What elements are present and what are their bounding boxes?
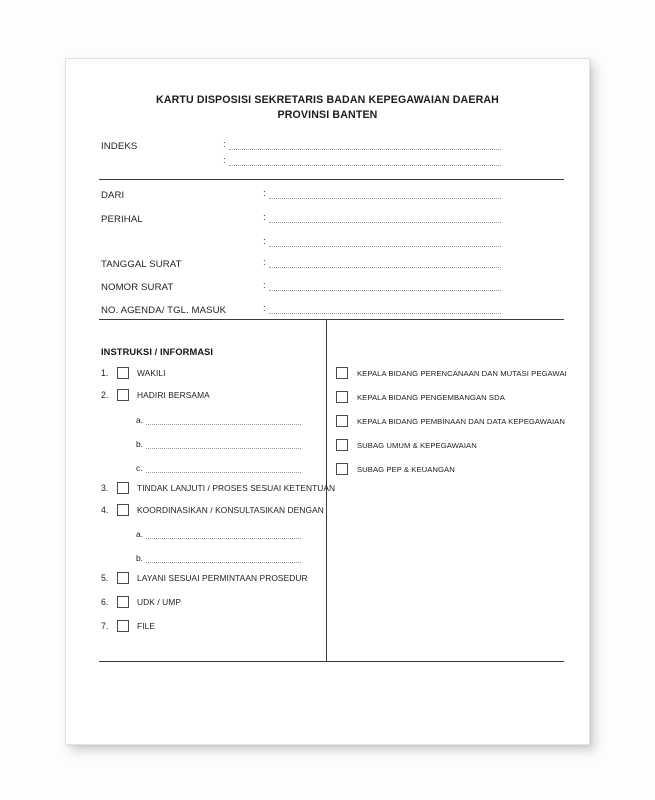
field-label-nomor-surat: NOMOR SURAT bbox=[101, 282, 174, 293]
instruksi-item-5-label: LAYANI SESUAI PERMINTAAN PROSEDUR bbox=[137, 573, 308, 583]
instruksi-item-1[interactable] bbox=[101, 366, 166, 380]
instruksi-item-2-subline-a[interactable] bbox=[136, 415, 301, 425]
instruksi-item-3-number: 3. bbox=[101, 483, 109, 493]
colon-tanggal-surat: : bbox=[263, 257, 266, 268]
instruksi-item-2-subline-b[interactable] bbox=[136, 439, 301, 449]
indeks-dots-1 bbox=[229, 142, 501, 150]
colon-nomor-surat: : bbox=[263, 280, 266, 291]
instruksi-item-4-number: 4. bbox=[101, 505, 109, 515]
instruksi-item-6-label: UDK / UMP bbox=[137, 597, 181, 607]
recipient-5-checkbox[interactable] bbox=[336, 463, 348, 475]
instruksi-item-7[interactable] bbox=[101, 619, 155, 633]
instruksi-item-5-checkbox[interactable] bbox=[117, 572, 129, 584]
field-label-tanggal-surat: TANGGAL SURAT bbox=[101, 259, 182, 270]
divider-above-instruksi bbox=[99, 319, 564, 320]
recipient-3-checkbox[interactable] bbox=[336, 415, 348, 427]
title-line-1: KARTU DISPOSISI SEKRETARIS BADAN KEPEGAWAIAN DAERAH bbox=[156, 94, 499, 106]
instruksi-item-5[interactable] bbox=[101, 571, 308, 585]
divider-bottom bbox=[99, 661, 564, 662]
colon-no-agenda: : bbox=[263, 303, 266, 314]
title-line-2: PROVINSI BANTEN bbox=[277, 108, 378, 121]
subline-a-dots bbox=[146, 418, 301, 425]
field-line-dari[interactable] bbox=[263, 188, 501, 199]
subline-b-letter: b. bbox=[136, 439, 143, 449]
instruksi-item-7-label: FILE bbox=[137, 621, 156, 631]
field-line-nomor-surat[interactable] bbox=[263, 280, 501, 291]
recipient-3-label: KEPALA BIDANG PEMBINAAN DAN DATA KEPEGAWAIAN bbox=[357, 416, 565, 426]
colon-dari: : bbox=[263, 188, 266, 199]
subline4-b-dots bbox=[146, 556, 301, 563]
dots-dari bbox=[269, 191, 501, 199]
colon-perihal-continued: : bbox=[263, 236, 266, 247]
instruksi-item-2[interactable] bbox=[101, 388, 210, 402]
instruksi-item-1-number: 1. bbox=[101, 368, 109, 378]
indeks-colon-1: : bbox=[223, 139, 226, 150]
instruksi-item-2-subline-c[interactable] bbox=[136, 463, 301, 473]
instruksi-item-7-checkbox[interactable] bbox=[117, 620, 129, 632]
instruksi-item-2-label: HADIRI BERSAMA bbox=[137, 390, 210, 400]
subline-c-letter: c. bbox=[136, 463, 143, 473]
recipient-2-checkbox[interactable] bbox=[336, 391, 348, 403]
recipient-row-3[interactable] bbox=[336, 414, 565, 428]
indeks-line-1[interactable] bbox=[223, 139, 501, 150]
recipient-4-label: SUBAG UMUM & KEPEGAWAIAN bbox=[357, 440, 477, 450]
instruksi-item-4-subline-a[interactable] bbox=[136, 529, 301, 539]
instruksi-item-4-subline-b[interactable] bbox=[136, 553, 301, 563]
instruksi-item-3-checkbox[interactable] bbox=[117, 482, 129, 494]
subline-c-dots bbox=[146, 466, 301, 473]
field-line-tanggal-surat[interactable] bbox=[263, 257, 501, 268]
instruksi-item-4[interactable] bbox=[101, 503, 324, 517]
dots-tanggal-surat bbox=[269, 260, 501, 268]
instruksi-item-2-number: 2. bbox=[101, 390, 109, 400]
subline-b-dots bbox=[146, 442, 301, 449]
field-line-perihal[interactable] bbox=[263, 212, 501, 223]
instruksi-item-6[interactable] bbox=[101, 595, 181, 609]
field-line-no-agenda[interactable] bbox=[263, 303, 501, 314]
recipient-2-label: KEPALA BIDANG PENGEMBANGAN SDA bbox=[357, 392, 505, 402]
instruksi-item-6-number: 6. bbox=[101, 597, 109, 607]
document-sheet bbox=[65, 58, 590, 745]
dots-perihal bbox=[269, 215, 501, 223]
indeks-dots-2 bbox=[229, 158, 501, 166]
dots-nomor-surat bbox=[269, 283, 501, 291]
recipient-1-label: KEPALA BIDANG PERENCANAAN DAN MUTASI PEGAWAI bbox=[357, 368, 567, 378]
recipient-row-4[interactable] bbox=[336, 438, 477, 452]
recipient-1-checkbox[interactable] bbox=[336, 367, 348, 379]
recipient-row-2[interactable] bbox=[336, 390, 505, 404]
instruksi-item-3-label: TINDAK LANJUTI / PROSES SESUAI KETENTUAN bbox=[137, 483, 336, 493]
dots-perihal-continued bbox=[269, 239, 501, 247]
recipient-4-checkbox[interactable] bbox=[336, 439, 348, 451]
recipient-5-label: SUBAG PEP & KEUANGAN bbox=[357, 464, 455, 474]
colon-perihal: : bbox=[263, 212, 266, 223]
field-label-indeks: INDEKS bbox=[101, 141, 138, 152]
instruksi-item-1-checkbox[interactable] bbox=[117, 367, 129, 379]
recipient-row-5[interactable] bbox=[336, 462, 455, 476]
instruksi-item-3[interactable] bbox=[101, 481, 335, 495]
instruksi-item-4-checkbox[interactable] bbox=[117, 504, 129, 516]
indeks-line-2[interactable] bbox=[223, 155, 501, 166]
field-label-perihal: PERIHAL bbox=[101, 214, 143, 225]
instruksi-item-4-label: KOORDINASIKAN / KONSULTASIKAN DENGAN bbox=[137, 505, 324, 515]
instruksi-item-2-checkbox[interactable] bbox=[117, 389, 129, 401]
field-line-perihal-continued[interactable] bbox=[263, 236, 501, 247]
instruksi-item-5-number: 5. bbox=[101, 573, 109, 583]
subline4-a-dots bbox=[146, 532, 301, 539]
instruksi-item-7-number: 7. bbox=[101, 621, 109, 631]
subline-a-letter: a. bbox=[136, 415, 143, 425]
page-title bbox=[66, 93, 589, 122]
dots-no-agenda bbox=[269, 306, 501, 314]
subline4-a-letter: a. bbox=[136, 529, 143, 539]
recipient-row-1[interactable] bbox=[336, 366, 567, 380]
instruksi-item-1-label: WAKILI bbox=[137, 368, 166, 378]
instruksi-heading: INSTRUKSI / INFORMASI bbox=[101, 347, 214, 357]
subline4-b-letter: b. bbox=[136, 553, 143, 563]
instruksi-item-6-checkbox[interactable] bbox=[117, 596, 129, 608]
field-label-no-agenda: NO. AGENDA/ TGL. MASUK bbox=[101, 305, 227, 316]
divider-under-indeks bbox=[99, 179, 564, 180]
indeks-colon-2: : bbox=[223, 155, 226, 166]
field-label-dari: DARI bbox=[101, 190, 125, 201]
